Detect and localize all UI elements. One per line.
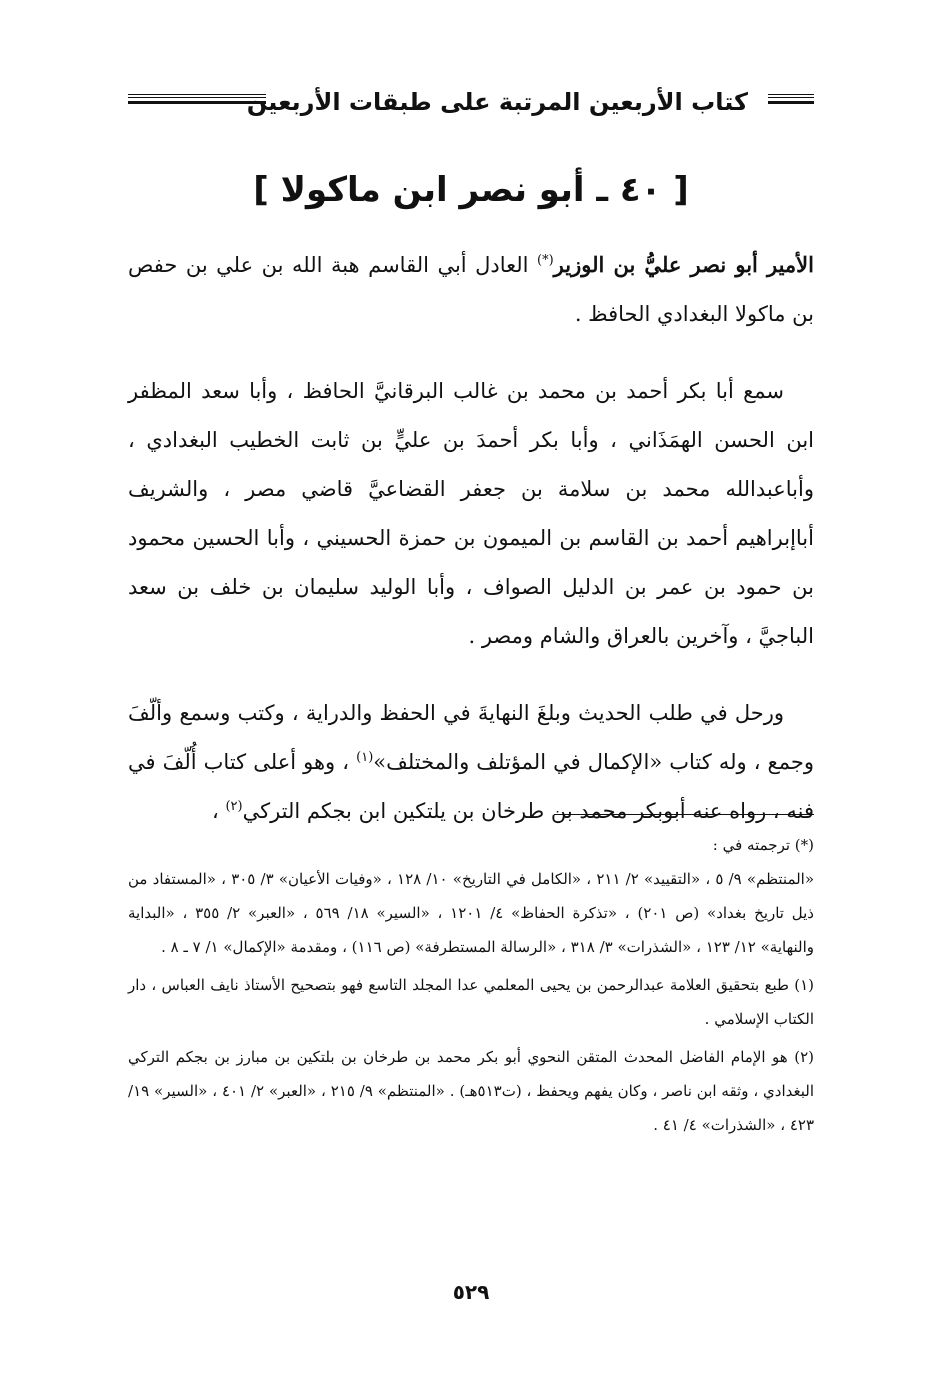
paragraph-travels-part-b: ، وهو أعلى كتاب أُلّفَ في فنه ، رواه عنه أبوبكر محمد بن طرخان بن يلتكين ابن بجكم التركي [128,750,814,823]
footnote-star-label: (*) ترجمته في : [712,836,814,854]
footnote-ref-1: (١) [356,750,374,765]
footnote-star [128,828,814,964]
header-rule-left [128,94,266,104]
footnotes [128,828,814,1146]
footnote-separator [554,814,814,815]
subject-name: الأمير أبو نصر عليُّ بن الوزير [553,252,814,277]
body-text [128,240,814,836]
paragraph-teachers: سمع أبا بكر أحمد بن محمد بن غالب البرقانيَّ الحافظ ، وأبا سعد المظفر ابن الحسن الهمَذَاني ، وأبا بكر أحمدَ بن عليٍّ بن ثابت الخطيب البغدادي ، وأباعبدالله محمد بن سلامة بن جعفر القضاعيَّ قاضي مصر ، والشريف أباإبراهيم أحمد بن القاسم بن الميمون بن حمزة الحسيني ، وأبا الحسين محمود بن حمود بن عمر بن الدليل الصواف ، وأبا الوليد سليمان بن خلف بن سعد الباجيَّ ، وآخرين بالعراق والشام ومصر . [128,379,814,648]
footnote-ref-2: (٢) [225,799,243,814]
running-header-title: كتاب الأربعين المرتبة على طبقات الأربعين [246,88,748,116]
page-number: ٥٢٩ [452,1280,490,1304]
footnote-1: (١) طبع بتحقيق العلامة عبدالرحمن بن يحيى المعلمي عدا المجلد التاسع فهو بتصحيح الأستاذ نايف العباس ، دار الكتاب الإسلامي . [128,976,814,1028]
paragraph-travels-part-a: ورحل في طلب الحديث وبلغَ النهايةَ في الحفظ والدراية ، وكتب وسمع وألّفَ وجمع ، وله كتاب «الإكمال في المؤتلف والمختلف» [128,701,814,774]
header-rule-right [768,94,814,104]
paragraph-travels-part-c: ، [212,799,226,823]
paragraph-intro-rest: العادل أبي القاسم هبة الله بن علي بن حفص بن ماكولا البغدادي الحافظ . [128,253,814,326]
footnote-star-sources: «المنتظم» ٩/ ٥ ، «التقييد» ٢/ ٢١١ ، «الكامل في التاريخ» ١٠/ ١٢٨ ، «وفيات الأعيان» ٣/ ٣٠٥ ، «المستفاد من ذيل تاريخ بغداد» (ص ٢٠١) ، «تذكرة الحفاظ» ٤/ ١٢٠١ ، «السير» ١٨/ ٥٦٩ ، «العبر» ٢/ ٣٥٥ ، «البداية والنهاية» ١٢/ ١٢٣ ، «الشذرات» ٣/ ٣١٨ ، «الرسالة المستطرفة» (ص ١١٦) ، ومقدمة «الإكمال» ١/ ٧ ـ ٨ . [128,870,815,956]
running-header [128,82,814,122]
section-heading: [ ٤٠ ـ أبو نصر ابن ماكولا ] [253,170,689,210]
book-page [128,60,814,1360]
footnote-2: (٢) هو الإمام الفاضل المحدث المتقن النحوي أبو بكر محمد بن طرخان بن بلتكين بن مبارز بن بجكم التركي البغدادي ، وثقه ابن ناصر ، وكان يفهم ويحفظ ، (ت٥١٣هـ) . «المنتظم» ٩/ ٢١٥ ، «العبر» ٢/ ٤٠١ ، «السير» ١٩/ ٤٢٣ ، «الشذرات» ٤/ ٤١ . [128,1048,815,1134]
paragraph-intro [128,240,814,339]
footnote-ref-star: (*) [537,253,554,268]
